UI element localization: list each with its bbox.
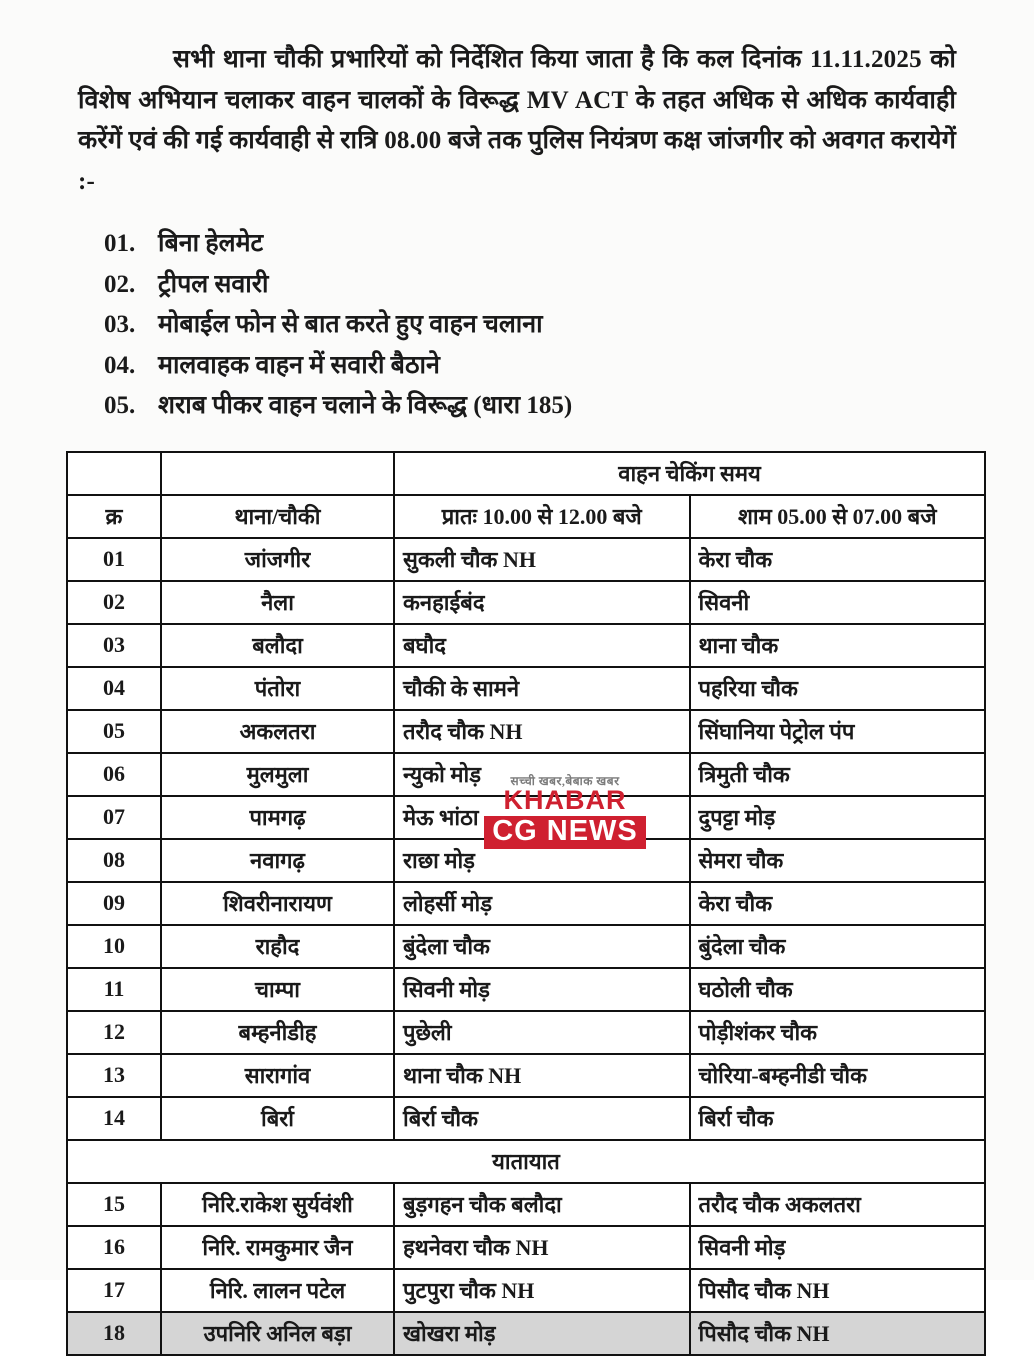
cell-sn: 04: [67, 667, 161, 710]
table-row: [67, 882, 985, 925]
banner-spacer-sn: [67, 452, 161, 495]
cell-station: जांजगीर: [161, 538, 394, 581]
table-row: [67, 1011, 985, 1054]
cell-evening: पिसौद चौक NH: [690, 1312, 986, 1355]
cell-morning: खोखरा मोड़: [394, 1312, 690, 1355]
list-item-number: 01.: [104, 230, 136, 257]
cell-station: अकलतरा: [161, 710, 394, 753]
cell-officer: निरि. लालन पटेल: [161, 1269, 394, 1312]
table-row: [67, 667, 985, 710]
cell-officer: निरि. रामकुमार जैन: [161, 1226, 394, 1269]
column-header-morning: प्रातः 10.00 से 12.00 बजे: [394, 495, 690, 538]
cell-evening: पहरिया चौक: [690, 667, 986, 710]
table-row: [67, 1312, 985, 1355]
list-item-label: शराब पीकर वाहन चलाने के विरूद्ध (धारा 185): [158, 392, 573, 419]
list-item: [104, 224, 1034, 265]
cell-evening: केरा चौक: [690, 882, 986, 925]
list-item-label: ट्रीपल सवारी: [158, 270, 269, 298]
list-item: [104, 386, 1034, 427]
cell-sn: 02: [67, 581, 161, 624]
column-header-station: थाना/चौकी: [161, 495, 394, 538]
cell-station: नवागढ़: [161, 839, 394, 882]
cell-morning: बुंदेला चौक: [394, 925, 690, 968]
cell-morning: सिवनी मोड़: [394, 968, 690, 1011]
cell-station: पंतोरा: [161, 667, 394, 710]
cell-morning: तरौद चौक NH: [394, 710, 690, 753]
cell-morning: पुटपुरा चौक NH: [394, 1269, 690, 1312]
table-row: [67, 538, 985, 581]
cell-sn: 10: [67, 925, 161, 968]
section-header-row: [67, 1140, 985, 1183]
cell-evening: सिंघानिया पेट्रोल पंप: [690, 710, 986, 753]
table-row: [67, 581, 985, 624]
cell-officer: उपनिरि अनिल बड़ा: [161, 1312, 394, 1355]
table-banner-row: [67, 452, 985, 495]
cell-evening: बिर्रा चौक: [690, 1097, 986, 1140]
cell-morning: राछा मोड़: [394, 839, 690, 882]
cell-sn: 16: [67, 1226, 161, 1269]
table-row: [67, 1183, 985, 1226]
offence-list: [0, 224, 1034, 427]
cell-sn: 07: [67, 796, 161, 839]
table-row: [67, 968, 985, 1011]
cell-evening: पिसौद चौक NH: [690, 1269, 986, 1312]
list-item-number: 03.: [104, 311, 136, 338]
cell-sn: 14: [67, 1097, 161, 1140]
table-row: [67, 1054, 985, 1097]
cell-station: नैला: [161, 581, 394, 624]
table-row: [67, 710, 985, 753]
cell-sn: 12: [67, 1011, 161, 1054]
cell-sn: 15: [67, 1183, 161, 1226]
list-item-label: बिना हेलमेट: [158, 230, 264, 257]
cell-sn: 13: [67, 1054, 161, 1097]
cell-morning: कनहाईबंद: [394, 581, 690, 624]
table-row: [67, 796, 985, 839]
cell-officer: निरि.राकेश सुर्यवंशी: [161, 1183, 394, 1226]
cell-station: चाम्पा: [161, 968, 394, 1011]
cell-station: पामगढ़: [161, 796, 394, 839]
list-item: [104, 346, 1034, 387]
list-item-label: मालवाहक वाहन में सवारी बैठाने: [158, 351, 440, 379]
cell-morning: पुछेली: [394, 1011, 690, 1054]
cell-sn: 01: [67, 538, 161, 581]
cell-morning: लोहर्सी मोड़: [394, 882, 690, 925]
cell-evening: दुपट्टा मोड़: [690, 796, 986, 839]
cell-sn: 17: [67, 1269, 161, 1312]
cell-evening: सिवनी: [690, 581, 986, 624]
cell-morning: सुकली चौक NH: [394, 538, 690, 581]
cell-station: बलौदा: [161, 624, 394, 667]
cell-evening: सिवनी मोड़: [690, 1226, 986, 1269]
cell-evening: पोड़ीशंकर चौक: [690, 1011, 986, 1054]
cell-evening: तरौद चौक अकलतरा: [690, 1183, 986, 1226]
cell-station: मुलमुला: [161, 753, 394, 796]
cell-morning: बघौद: [394, 624, 690, 667]
cell-morning: हथनेवरा चौक NH: [394, 1226, 690, 1269]
cell-station: सारागांव: [161, 1054, 394, 1097]
list-item: [104, 265, 1034, 306]
cell-evening: बुंदेला चौक: [690, 925, 986, 968]
table-header-row: [67, 495, 985, 538]
cell-morning: थाना चौक NH: [394, 1054, 690, 1097]
cell-sn: 18: [67, 1312, 161, 1355]
list-item-number: 04.: [104, 351, 136, 379]
intro-text: सभी थाना चौकी प्रभारियों को निर्देशित किया जाता है कि कल दिनांक 11.11.2025 को विशेष अभियान चलाकर वाहन चालकों के विरूद्ध MV ACT के तहत अधिक से अधिक कार्यवाही करेंगें एवं की गई कार्यवाही से रात्रि 08.00 बजे तक पुलिस नियंत्रण कक्ष जांजगीर को अवगत करायेगें :-: [78, 46, 956, 195]
cell-sn: 06: [67, 753, 161, 796]
list-item-label: मोबाईल फोन से बात करते हुए वाहन चलाना: [158, 311, 543, 338]
table-row: [67, 1226, 985, 1269]
cell-evening: चोरिया-बम्हनीडी चौक: [690, 1054, 986, 1097]
list-item: [104, 305, 1034, 346]
vehicle-checking-table: [66, 451, 986, 1356]
cell-sn: 11: [67, 968, 161, 1011]
cell-evening: थाना चौक: [690, 624, 986, 667]
table-row: [67, 1269, 985, 1312]
column-header-evening: शाम 05.00 से 07.00 बजे: [690, 495, 986, 538]
cell-sn: 03: [67, 624, 161, 667]
cell-sn: 08: [67, 839, 161, 882]
cell-morning: मेऊ भांठा: [394, 796, 690, 839]
cell-station: राहौद: [161, 925, 394, 968]
cell-morning: बुड़गहन चौक बलौदा: [394, 1183, 690, 1226]
cell-morning: न्युको मोड़: [394, 753, 690, 796]
list-item-number: 02.: [104, 270, 136, 298]
cell-station: बम्हनीडीह: [161, 1011, 394, 1054]
cell-morning: बिर्रा चौक: [394, 1097, 690, 1140]
list-item-number: 05.: [104, 392, 136, 419]
watermark-brand-bottom: CG NEWS: [484, 816, 646, 849]
watermark-brand-top: KHABAR: [503, 785, 627, 815]
cell-morning: चौकी के सामने: [394, 667, 690, 710]
cell-sn: 09: [67, 882, 161, 925]
column-header-sn: क्र: [67, 495, 161, 538]
table-row: [67, 925, 985, 968]
cell-station: शिवरीनारायण: [161, 882, 394, 925]
table-row: [67, 839, 985, 882]
cell-evening: सेमरा चौक: [690, 839, 986, 882]
cell-evening: त्रिमुती चौक: [690, 753, 986, 796]
table-banner: वाहन चेकिंग समय: [394, 452, 985, 495]
section-label: यातायात: [67, 1140, 985, 1183]
watermark-tagline: सच्ची खबर,बेबाक खबर: [510, 774, 620, 788]
banner-spacer-station: [161, 452, 394, 495]
intro-paragraph: [0, 0, 1034, 202]
table-row: [67, 624, 985, 667]
cell-evening: घठोली चौक: [690, 968, 986, 1011]
table-row: [67, 1097, 985, 1140]
cell-evening: केरा चौक: [690, 538, 986, 581]
table-row: [67, 753, 985, 796]
cell-station: बिर्रा: [161, 1097, 394, 1140]
cell-sn: 05: [67, 710, 161, 753]
